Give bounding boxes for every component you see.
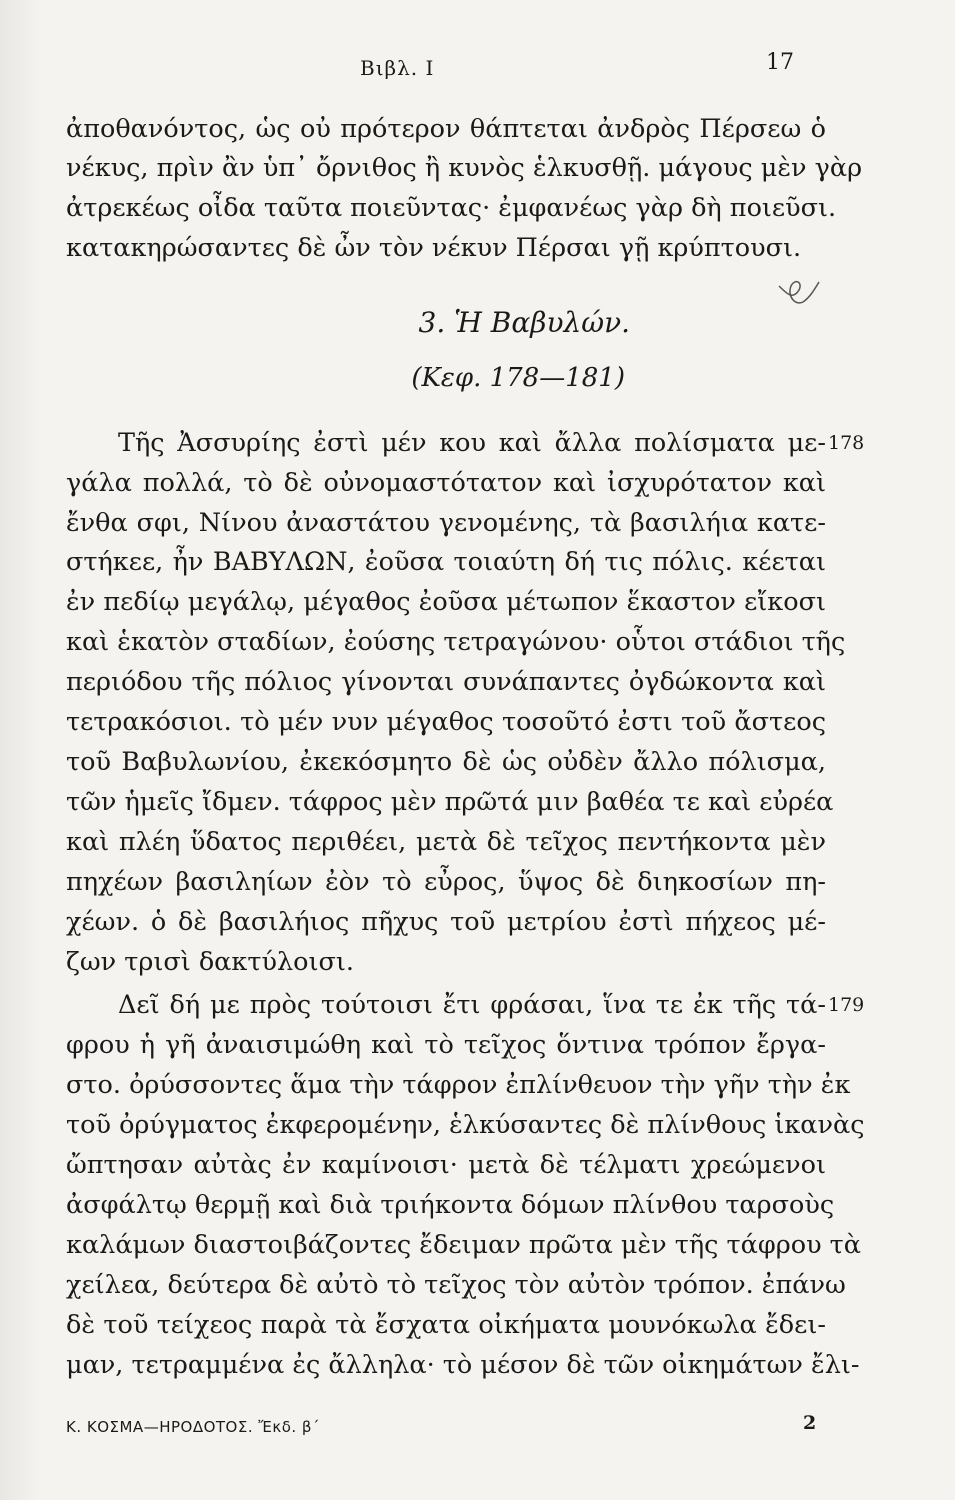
book-reference: Βιβλ. Ι [360, 56, 435, 80]
text-line: ἐν πεδίῳ μεγάλῳ, μέγαθος ἐοῦσα μέτωπον ἕκαστον εἴκοσι [66, 587, 826, 617]
text-line: τοῦ Βαβυλωνίου, ἐκεκόσμητο δὲ ὡς οὐδὲν ἄλλο πόλισμα, [66, 747, 826, 777]
text-line: καὶ πλέη ὕδατος περιθέει, μετὰ δὲ τεῖχος πεντήκοντα μὲν [66, 827, 826, 857]
text-line: ζων τρισὶ δακτύλοισι. [66, 947, 354, 977]
text-line: χείλεα, δεύτερα δὲ αὐτὸ τὸ τεῖχος τὸν αὐτὸν τρόπον. ἐπάνω [66, 1270, 846, 1300]
text-line: κατακηρώσαντες δὲ ὦν τὸν νέκυν Πέρσαι γῇ κρύπτουσι. [66, 233, 802, 263]
page-footer [0, 1412, 955, 1442]
text-line: μαν, τετραμμένα ἐς ἄλληλα· τὸ μέσον δὲ τῶν οἰκημάτων ἔλι- [66, 1350, 860, 1380]
section-chapters: (Κεφ. 178—181) [411, 363, 625, 393]
margin-chapter-number: 179 [828, 994, 865, 1016]
text-line: γάλα πολλά, τὸ δὲ οὐνομαστότατον καὶ ἰσχυρότατον καὶ [66, 468, 826, 498]
text-line: τετρακόσιοι. τὸ μέν νυν μέγαθος τοσοῦτό ἐστι τοῦ ἄστεος [66, 707, 826, 737]
text-line: ὤπτησαν αὐτὰς ἐν καμίνοισι· μετὰ δὲ τέλματι χρεώμενοι [66, 1150, 826, 1180]
text-line: ἀσφάλτῳ θερμῇ καὶ διὰ τριήκοντα δόμων πλίνθου ταρσοὺς [66, 1190, 835, 1220]
text-line: χέων. ὁ δὲ βασιλήιος πῆχυς τοῦ μετρίου ἐστὶ πήχεος μέ- [66, 907, 826, 937]
text-line: Δεῖ δή με πρὸς τούτοισι ἔτι φράσαι, ἵνα τε ἐκ τῆς τά- [118, 990, 826, 1020]
text-line: περιόδου τῆς πόλιος γίνονται συνάπαντες ὀγδώκοντα καὶ [66, 667, 826, 697]
text-line: στο. ὀρύσσοντες ἅμα τὴν τάφρον ἐπλίνθευον τὴν γῆν τὴν ἐκ [66, 1070, 851, 1100]
margin-chapter-number: 178 [828, 432, 865, 454]
pencil-mark-icon [773, 272, 823, 312]
page-number: 17 [766, 50, 794, 75]
text-line: ἔνθα σφι, Νίνου ἀναστάτου γενομένης, τὰ βασιλήια κατε- [66, 508, 826, 538]
text-line: Τῆς Ἀσσυρίης ἐστὶ μέν κου καὶ ἄλλα πολίσματα με- [118, 428, 826, 458]
printer-signature: Κ. ΚΟΣΜΑ—ΗΡΟΔΟΤΟΣ. Ἔκδ. β΄ [66, 1418, 320, 1436]
text-line: καὶ ἑκατὸν σταδίων, ἐούσης τετραγώνου· οὗτοι στάδιοι τῆς [66, 627, 846, 657]
section-title: 3. Ἡ Βαβυλών. [418, 306, 630, 339]
text-line: νέκυς, πρὶν ἂν ὑπ᾽ ὄρνιθος ἢ κυνὸς ἑλκυσθῇ. μάγους μὲν γὰρ [66, 153, 863, 183]
text-line: τοῦ ὀρύγματος ἐκφερομένην, ἑλκύσαντες δὲ πλίνθους ἱκανὰς [66, 1110, 865, 1140]
text-line: δὲ τοῦ τείχεος παρὰ τὰ ἔσχατα οἰκήματα μουνόκωλα ἔδει- [66, 1310, 826, 1340]
text-line: τῶν ἡμεῖς ἴδμεν. τάφρος μὲν πρῶτά μιν βαθέα τε καὶ εὐρέα [66, 787, 834, 817]
text-line: φρου ἡ γῆ ἀναισιμώθη καὶ τὸ τεῖχος ὅντινα τρόπον ἔργα- [66, 1030, 826, 1060]
text-line: πηχέων βασιληίων ἐὸν τὸ εὖρος, ὕψος δὲ διηκοσίων πη- [66, 867, 826, 897]
text-line: ἀποθανόντος, ὡς οὐ πρότερον θάπτεται ἀνδρὸς Πέρσεω ὁ [66, 114, 826, 144]
text-line: καλάμων διαστοιβάζοντες ἔδειμαν πρῶτα μὲν τῆς τάφρου τὰ [66, 1230, 862, 1260]
text-line: στήκεε, ἦν ΒΑΒΥΛΩΝ, ἐοῦσα τοιαύτη δή τις πόλις. κέεται [66, 547, 826, 577]
running-head [0, 50, 955, 86]
text-line: ἀτρεκέως οἶδα ταῦτα ποιεῦντας· ἐμφανέως γὰρ δὴ ποιεῦσι. [66, 193, 837, 223]
sheet-number: 2 [803, 1412, 817, 1434]
